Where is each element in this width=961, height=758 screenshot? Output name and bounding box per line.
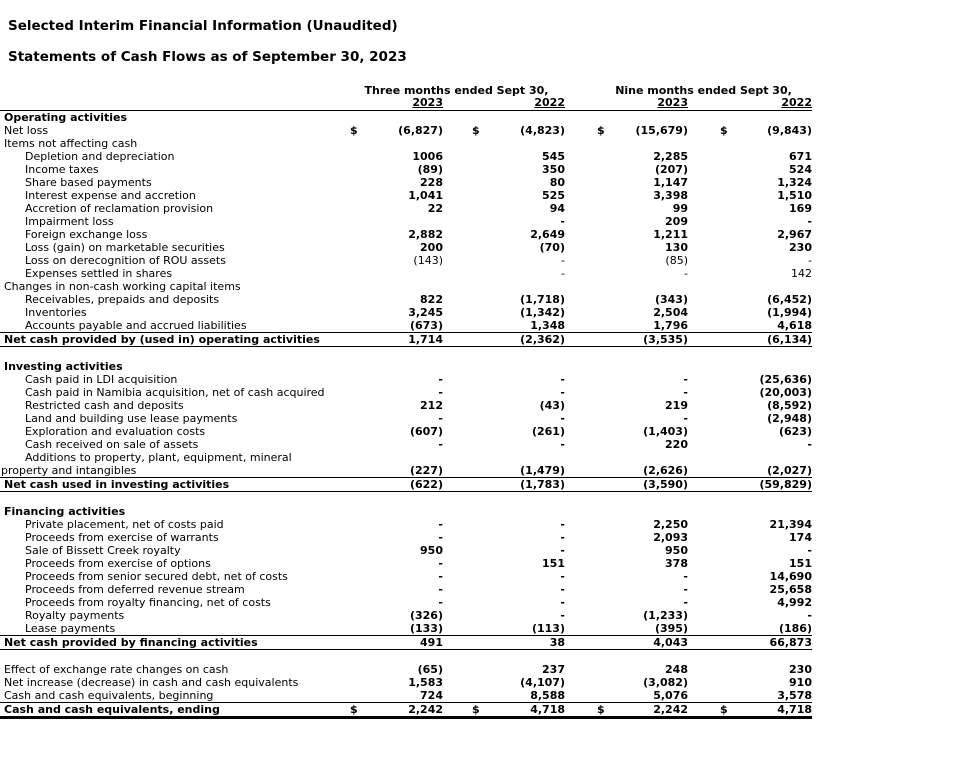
table-row — [0, 254, 812, 267]
cell-value: 671 — [789, 150, 812, 163]
cell-value: - — [683, 412, 688, 425]
table-row — [0, 622, 812, 636]
table-row — [0, 267, 812, 280]
row-label: Financing activities — [4, 505, 126, 518]
cell-value: (15,679) — [635, 124, 688, 137]
cell-value: 1,796 — [653, 319, 688, 332]
period-header-three-months: Three months ended Sept 30, — [364, 84, 549, 97]
cell-value: - — [438, 557, 443, 570]
spacer-row — [0, 650, 812, 663]
table-row — [0, 293, 812, 306]
cell-value: (227) — [409, 464, 443, 477]
cell-value: 2,250 — [653, 518, 688, 531]
row-label: Royalty payments — [25, 609, 125, 622]
cell-value: 378 — [665, 557, 688, 570]
dollar-sign: $ — [350, 703, 358, 716]
cell-value: - — [807, 438, 812, 451]
cell-value: 2,882 — [408, 228, 443, 241]
table-row — [0, 306, 812, 319]
cell-value: - — [684, 267, 688, 280]
cell-value: 2,967 — [777, 228, 812, 241]
cell-value: 212 — [420, 399, 443, 412]
row-label: Net cash provided by financing activities — [4, 636, 258, 649]
cell-value: 38 — [549, 636, 565, 649]
cell-value: (6,452) — [767, 293, 812, 306]
cell-value: (186) — [778, 622, 812, 635]
cell-value: 219 — [665, 399, 688, 412]
cell-value: (20,003) — [759, 386, 812, 399]
table-row — [0, 583, 812, 596]
cell-value: 3,245 — [408, 306, 443, 319]
table-row — [0, 399, 812, 412]
cell-value: 724 — [420, 689, 443, 702]
cell-value: (1,783) — [520, 478, 565, 491]
cell-value: 151 — [542, 557, 565, 570]
row-label: Cash and cash equivalents, beginning — [4, 689, 214, 702]
cell-value: (326) — [409, 609, 443, 622]
row-label: Inventories — [25, 306, 87, 319]
cell-value: (343) — [654, 293, 688, 306]
row-label: Cash and cash equivalents, ending — [4, 703, 220, 716]
total-row — [0, 333, 812, 347]
year-column-header: 2022 — [781, 96, 812, 109]
cell-value: 237 — [542, 663, 565, 676]
row-label: Items not affecting cash — [4, 137, 138, 150]
row-label: Sale of Bissett Creek royalty — [25, 544, 181, 557]
year-column-header: 2022 — [534, 96, 565, 109]
row-label: Depletion and depreciation — [25, 150, 175, 163]
cell-value: - — [561, 267, 565, 280]
cell-value: (673) — [409, 319, 443, 332]
row-label: Net increase (decrease) in cash and cash equivalents — [4, 676, 299, 689]
cell-value: 230 — [789, 241, 812, 254]
row-label: Land and building use lease payments — [25, 412, 238, 425]
cell-value: - — [807, 215, 812, 228]
cell-value: (3,535) — [643, 333, 688, 346]
row-label: Net cash used in investing activities — [4, 478, 230, 491]
cell-value: - — [560, 386, 565, 399]
cell-value: (6,827) — [398, 124, 443, 137]
cell-value: 80 — [549, 176, 565, 189]
cell-value: (6,134) — [767, 333, 812, 346]
row-label: Investing activities — [4, 360, 123, 373]
cell-value: 350 — [542, 163, 565, 176]
cell-value: 4,718 — [530, 703, 565, 716]
cell-value: (4,107) — [520, 676, 565, 689]
cell-value: - — [683, 373, 688, 386]
row-label: Loss on derecognition of ROU assets — [25, 254, 226, 267]
cell-value: (2,948) — [767, 412, 812, 425]
cell-value: 2,649 — [530, 228, 565, 241]
dollar-sign: $ — [597, 124, 605, 137]
cell-value: - — [683, 583, 688, 596]
row-label: Impairment loss — [25, 215, 114, 228]
table-row — [0, 557, 812, 570]
year-column-header: 2023 — [412, 96, 443, 109]
table-row — [0, 544, 812, 557]
cell-value: 2,093 — [653, 531, 688, 544]
cell-value: - — [438, 518, 443, 531]
cell-value: (43) — [539, 399, 565, 412]
cell-value: - — [683, 386, 688, 399]
spacer-row — [0, 492, 812, 505]
row-label: Cash received on sale of assets — [25, 438, 199, 451]
cell-value: (1,479) — [520, 464, 565, 477]
cell-value: - — [438, 531, 443, 544]
row-label: Share based payments — [25, 176, 152, 189]
table-row — [0, 373, 812, 386]
cell-value: 2,285 — [653, 150, 688, 163]
cell-value: 209 — [665, 215, 688, 228]
cell-value: 169 — [789, 202, 812, 215]
cell-value: (395) — [654, 622, 688, 635]
table-row — [0, 319, 812, 333]
cell-value: - — [683, 596, 688, 609]
period-header-nine-months: Nine months ended Sept 30, — [615, 84, 792, 97]
dollar-sign: $ — [597, 703, 605, 716]
cell-value: (2,626) — [643, 464, 688, 477]
cell-value: 910 — [789, 676, 812, 689]
cell-value: - — [560, 412, 565, 425]
cell-value: 130 — [665, 241, 688, 254]
row-label: Effect of exchange rate changes on cash — [4, 663, 229, 676]
cell-value: 248 — [665, 663, 688, 676]
cell-value: 94 — [549, 202, 565, 215]
table-row — [0, 280, 812, 293]
cell-value: (4,823) — [520, 124, 565, 137]
page-title: Selected Interim Financial Information (Unaudited) — [8, 18, 398, 34]
table-row — [0, 596, 812, 609]
cell-value: 1,348 — [530, 319, 565, 332]
row-label: Expenses settled in shares — [25, 267, 173, 280]
spacer-row — [0, 347, 812, 360]
cell-value: 174 — [789, 531, 812, 544]
year-column-header: 2023 — [657, 96, 688, 109]
cell-value: - — [560, 438, 565, 451]
row-label: Proceeds from deferred revenue stream — [25, 583, 245, 596]
cell-value: (2,362) — [520, 333, 565, 346]
table-row — [0, 412, 812, 425]
cell-value: - — [438, 386, 443, 399]
cell-value: (261) — [531, 425, 565, 438]
row-label: Proceeds from royalty financing, net of costs — [25, 596, 271, 609]
cell-value: - — [560, 544, 565, 557]
cell-value: 8,588 — [530, 689, 565, 702]
row-label: Cash paid in Namibia acquisition, net of cash acquired — [25, 386, 325, 399]
table-row — [0, 124, 812, 137]
cell-value: (70) — [539, 241, 565, 254]
row-label: Restricted cash and deposits — [25, 399, 184, 412]
table-row — [0, 464, 812, 478]
cell-value: 1,714 — [408, 333, 443, 346]
cell-value: (143) — [413, 254, 443, 267]
cell-value: - — [560, 609, 565, 622]
row-label: Changes in non-cash working capital items — [4, 280, 241, 293]
cell-value: 200 — [420, 241, 443, 254]
table-row — [0, 663, 812, 676]
section-row — [0, 505, 812, 518]
row-label: Cash paid in LDI acquisition — [25, 373, 178, 386]
table-row — [0, 163, 812, 176]
row-label: Exploration and evaluation costs — [25, 425, 206, 438]
cell-value: (133) — [409, 622, 443, 635]
table-row — [0, 570, 812, 583]
total-row — [0, 636, 812, 650]
cell-value: - — [438, 583, 443, 596]
cell-value: 950 — [420, 544, 443, 557]
cell-value: - — [438, 373, 443, 386]
row-label: Additions to property, plant, equipment, mineral — [25, 451, 292, 464]
cell-value: - — [807, 544, 812, 557]
cell-value: (1,233) — [643, 609, 688, 622]
row-label: Net cash provided by (used in) operating activities — [4, 333, 320, 346]
period-header-row — [0, 84, 812, 97]
total-row — [0, 703, 812, 719]
dollar-sign: $ — [472, 703, 480, 716]
table-row — [0, 150, 812, 163]
cell-value: 21,394 — [769, 518, 812, 531]
cell-value: (1,994) — [767, 306, 812, 319]
table-row — [0, 518, 812, 531]
table-row — [0, 176, 812, 189]
section-row — [0, 360, 812, 373]
dollar-sign: $ — [472, 124, 480, 137]
row-label: Net loss — [4, 124, 49, 137]
table-row — [0, 689, 812, 703]
row-label: Lease payments — [25, 622, 116, 635]
cell-value: 1,211 — [653, 228, 688, 241]
cell-value: (1,718) — [520, 293, 565, 306]
cash-flow-table — [0, 84, 812, 719]
cell-value: 2,242 — [653, 703, 688, 716]
cell-value: (3,082) — [643, 676, 688, 689]
cell-value: (65) — [417, 663, 443, 676]
page-subtitle: Statements of Cash Flows as of September 30, 2023 — [8, 49, 407, 65]
cell-value: - — [807, 609, 812, 622]
cell-value: 822 — [420, 293, 443, 306]
section-row — [0, 111, 812, 124]
row-label: Proceeds from senior secured debt, net of costs — [25, 570, 288, 583]
cell-value: (59,829) — [759, 478, 812, 491]
cell-value: 14,690 — [769, 570, 812, 583]
cell-value: 4,618 — [777, 319, 812, 332]
cell-value: 22 — [427, 202, 443, 215]
table-row — [0, 451, 812, 464]
cell-value: - — [438, 596, 443, 609]
cell-value: - — [560, 531, 565, 544]
cell-value: 1,147 — [653, 176, 688, 189]
table-row — [0, 137, 812, 150]
row-label: Private placement, net of costs paid — [25, 518, 224, 531]
cell-value: 99 — [672, 202, 688, 215]
cell-value: (25,636) — [759, 373, 812, 386]
row-label: Accounts payable and accrued liabilities — [25, 319, 247, 332]
table-row — [0, 438, 812, 451]
cell-value: - — [808, 254, 812, 267]
table-row — [0, 189, 812, 202]
cell-value: 5,076 — [653, 689, 688, 702]
cell-value: 1006 — [412, 150, 443, 163]
cell-value: 220 — [665, 438, 688, 451]
cell-value: (207) — [654, 163, 688, 176]
row-label: Accretion of reclamation provision — [25, 202, 214, 215]
cell-value: 524 — [789, 163, 812, 176]
cell-value: (1,342) — [520, 306, 565, 319]
cell-value: - — [560, 583, 565, 596]
cell-value: - — [560, 570, 565, 583]
document-page — [0, 19, 961, 758]
cell-value: 1,510 — [777, 189, 812, 202]
dollar-sign: $ — [350, 124, 358, 137]
cell-value: 4,043 — [653, 636, 688, 649]
table-row — [0, 386, 812, 399]
cell-value: (89) — [417, 163, 443, 176]
cell-value: (9,843) — [767, 124, 812, 137]
cell-value: (623) — [778, 425, 812, 438]
cell-value: (85) — [665, 254, 688, 267]
cell-value: 4,992 — [777, 596, 812, 609]
cell-value: 1,324 — [777, 176, 812, 189]
cell-value: - — [560, 596, 565, 609]
cell-value: - — [560, 215, 565, 228]
cell-value: (622) — [409, 478, 443, 491]
cell-value: 4,718 — [777, 703, 812, 716]
cell-value: 25,658 — [769, 583, 812, 596]
cell-value: 142 — [791, 267, 812, 280]
table-row — [0, 531, 812, 544]
cell-value: 3,398 — [653, 189, 688, 202]
cell-value: 491 — [420, 636, 443, 649]
cell-value: (113) — [531, 622, 565, 635]
table-row — [0, 676, 812, 689]
year-header-row — [0, 97, 812, 111]
dollar-sign: $ — [720, 124, 728, 137]
row-label: Foreign exchange loss — [25, 228, 148, 241]
row-label: Interest expense and accretion — [25, 189, 196, 202]
table-row — [0, 202, 812, 215]
row-label: Proceeds from exercise of warrants — [25, 531, 219, 544]
cell-value: (3,590) — [643, 478, 688, 491]
row-label: Proceeds from exercise of options — [25, 557, 211, 570]
row-label: property and intangibles — [1, 464, 137, 477]
total-row — [0, 478, 812, 492]
table-row — [0, 215, 812, 228]
cell-value: - — [560, 373, 565, 386]
table-body — [0, 111, 812, 719]
cell-value: 230 — [789, 663, 812, 676]
cell-value: (8,592) — [767, 399, 812, 412]
cell-value: 525 — [542, 189, 565, 202]
table-row — [0, 241, 812, 254]
cell-value: 1,583 — [408, 676, 443, 689]
cell-value: - — [683, 570, 688, 583]
cell-value: 151 — [789, 557, 812, 570]
cell-value: - — [561, 254, 565, 267]
cell-value: - — [438, 412, 443, 425]
cell-value: 3,578 — [777, 689, 812, 702]
row-label: Operating activities — [4, 111, 128, 124]
cell-value: (2,027) — [767, 464, 812, 477]
cell-value: - — [438, 438, 443, 451]
cell-value: (1,403) — [643, 425, 688, 438]
cell-value: 228 — [420, 176, 443, 189]
cell-value: 950 — [665, 544, 688, 557]
dollar-sign: $ — [720, 703, 728, 716]
cell-value: 2,504 — [653, 306, 688, 319]
cell-value: (607) — [409, 425, 443, 438]
cell-value: 2,242 — [408, 703, 443, 716]
table-row — [0, 228, 812, 241]
cell-value: - — [438, 570, 443, 583]
row-label: Receivables, prepaids and deposits — [25, 293, 220, 306]
table-row — [0, 425, 812, 438]
cell-value: - — [560, 518, 565, 531]
row-label: Loss (gain) on marketable securities — [25, 241, 225, 254]
cell-value: 1,041 — [408, 189, 443, 202]
table-row — [0, 609, 812, 622]
row-label: Income taxes — [25, 163, 99, 176]
cell-value: 66,873 — [769, 636, 812, 649]
cell-value: 545 — [542, 150, 565, 163]
